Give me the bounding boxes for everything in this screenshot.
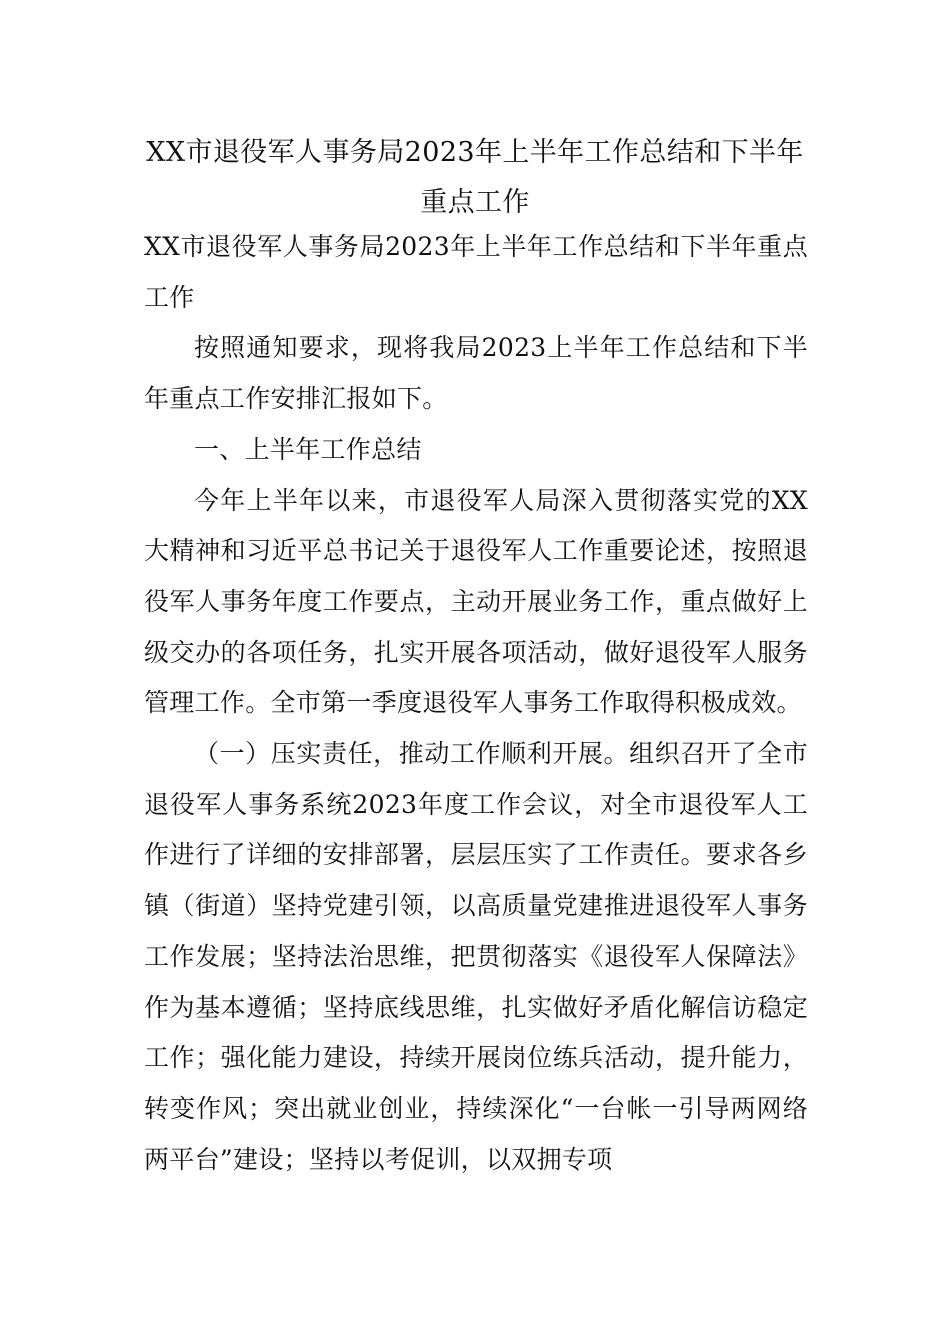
body-paragraph-1: 今年上半年以来，市退役军人局深入贯彻落实党的XX大精神和习近平总书记关于退役军人工作重要论述，按照退役军人事务年度工作要点，主动开展业务工作，重点做好上级交办的各项任务，扎实开展各项活动，做好退役军人服务管理工作。全市第一季度退役军人事务工作取得积极成效。 (144, 485, 808, 718)
document-title: XX市退役军人事务局2023年上半年工作总结和下半年重点工作 (146, 137, 804, 218)
intro-paragraph: 按照通知要求，现将我局2023上半年工作总结和下半年重点工作安排汇报如下。 (144, 333, 808, 414)
body-paragraph-2: （一）压实责任，推动工作顺利开展。组织召开了全市退役军人事务系统2023年度工作会议，对全市退役军人工作进行了详细的安排部署，层层压实了工作责任。要求各乡镇（街道）坚持党建引领，以高质量党建推进退役军人事务工作发展；坚持法治思维，把贯彻落实《退役军人保障法》作为基本遵循；坚持底线思维，扎实做好矛盾化解信访稳定工作；强化能力建设，持续开展岗位练兵活动，提升能力，转变作风；突出就业创业，持续深化“一台帐一引导两网络两平台”建设；坚持以考促训，以双拥专项 (144, 739, 808, 1174)
repeated-title-paragraph: XX市退役军人事务局2023年上半年工作总结和下半年重点工作 (144, 232, 808, 312)
section-heading: 一、上半年工作总结 (194, 434, 422, 464)
document-body (144, 222, 808, 1185)
